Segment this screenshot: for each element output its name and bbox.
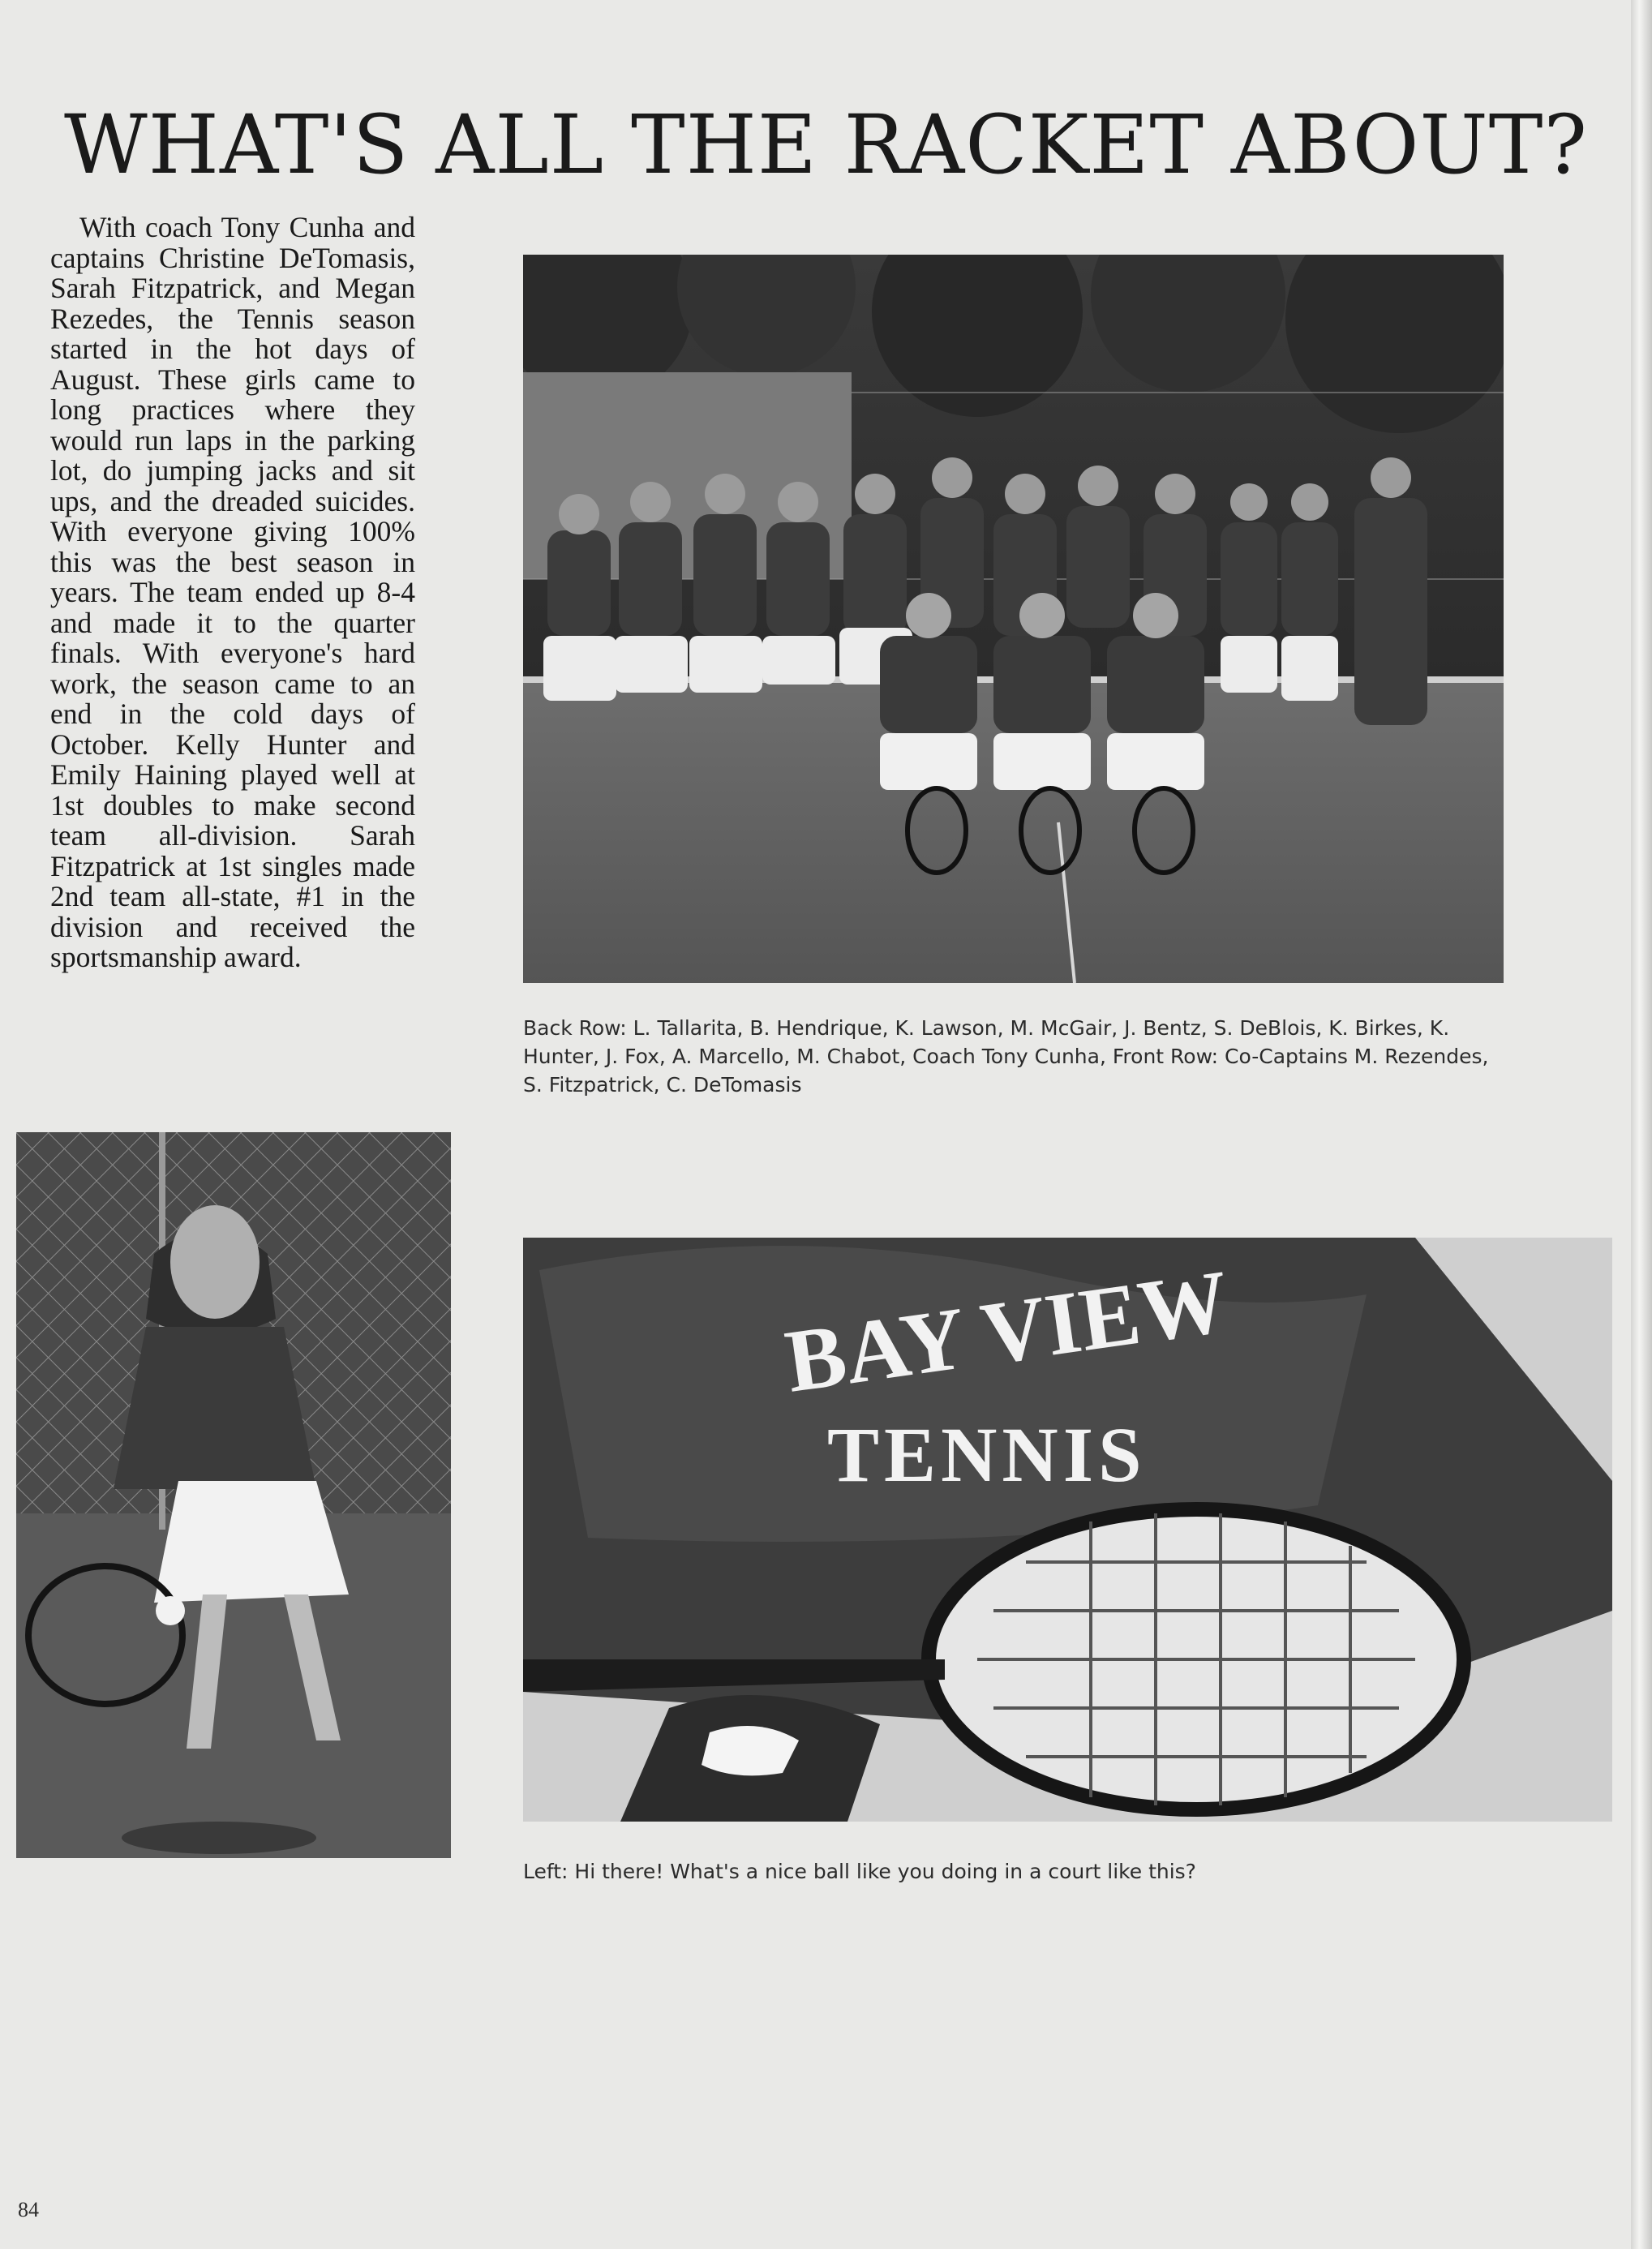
team-photo bbox=[523, 255, 1504, 983]
team-photo-caption: Back Row: L. Tallarita, B. Hendrique, K. Lawson, M. McGair, J. Bentz, S. DeBlois, K. Birkes, K. Hunter, J. Fox, A. Marcello, M. Chabot, Coach Tony Cunha, Front Row: Co-Captains M. Rezendes, S. Fitzpatrick, C. DeTomasis bbox=[523, 1016, 1489, 1097]
article-body: With coach Tony Cunha and captains Christine DeTomasis, Sarah Fitzpatrick, and Megan Rezedes, the Tennis season started in the hot days of August. These girls came to long practices where they would run laps in the parking lot, do jumping jacks and sit ups, and the dreaded suicides. With everyone giving 100% this was the best season in years. The team ended up 8-4 and made it to the quarter finals. With everyone's hard work, the season came to an end in the cold days of October. Kelly Hunter and Emily Haining played well at 1st doubles to make second team all-division. Sarah Fitzpatrick at 1st singles made 2nd team all-state, #1 in the division and received the sportsmanship award. bbox=[50, 211, 415, 973]
jacket-lettering-bayview: BAY VIEW bbox=[779, 1251, 1235, 1411]
page-number: 84 bbox=[18, 2198, 39, 2221]
jacket-photo-caption: Left: Hi there! What's a nice ball like you doing in a court like this? bbox=[523, 1860, 1196, 1883]
player-photo bbox=[16, 1132, 451, 1858]
jacket-photo bbox=[523, 1238, 1612, 1822]
page-edge bbox=[1631, 0, 1652, 2249]
jacket-lettering-tennis: TENNIS bbox=[827, 1411, 1147, 1498]
page-title: WHAT'S ALL THE RACKET ABOUT? bbox=[63, 97, 1589, 192]
